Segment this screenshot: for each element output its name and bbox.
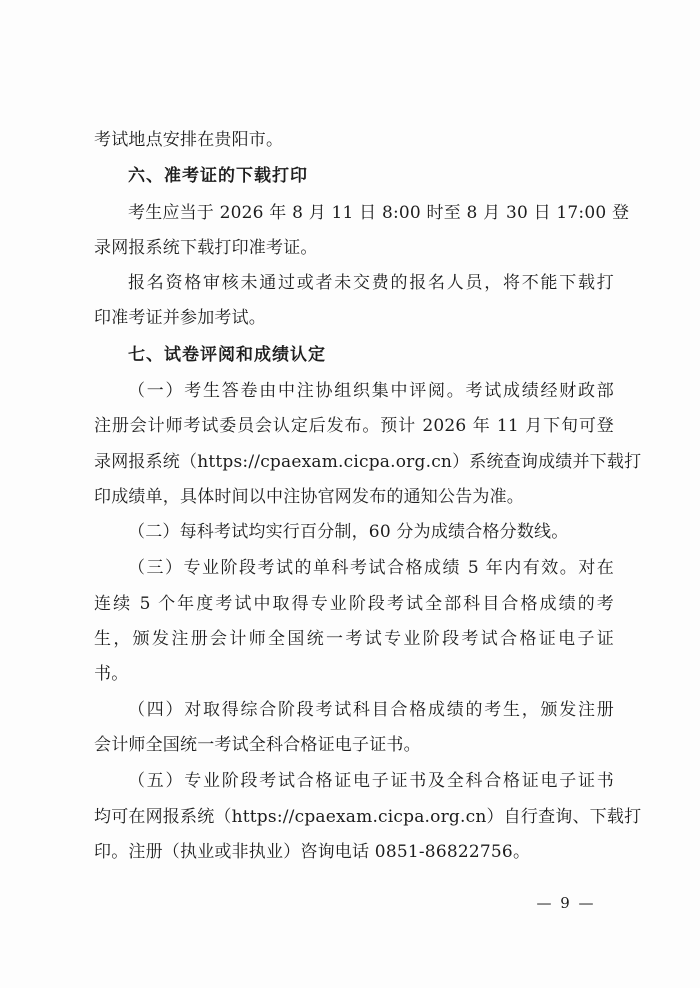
text-line: 会计师全国统一考试全科合格证电子证书。 [94, 735, 421, 755]
text-line: 报名资格审核未通过或者未交费的报名人员，将不能下载打 [128, 273, 614, 293]
text-line: （五）专业阶段考试合格证电子证书及全科合格证电子证书 [128, 771, 614, 791]
text-line: 印成绩单，具体时间以中注协官网发布的通知公告为准。 [94, 487, 524, 507]
text-line: 书。 [94, 664, 129, 684]
text-line: 录网报系统（https://cpaexam.cicpa.org.cn）系统查询成绩并下载打 [94, 452, 642, 472]
text-line: （二）每科考试均实行百分制，60 分为成绩合格分数线。 [128, 522, 569, 542]
text-line: 录网报系统下载打印准考证。 [94, 238, 318, 258]
section-heading-6: 六、准考证的下载打印 [128, 166, 308, 186]
text-line: 生，颁发注册会计师全国统一考试专业阶段考试合格证电子证 [94, 629, 614, 649]
text-line: （四）对取得综合阶段考试科目合格成绩的考生，颁发注册 [128, 700, 614, 720]
page-number: — 9 — [536, 894, 596, 912]
text-line: 考试地点安排在贵阳市。 [94, 130, 284, 150]
text-line: （三）专业阶段考试的单科考试合格成绩 5 年内有效。对在 [128, 558, 614, 578]
text-line: 注册会计师考试委员会认定后发布。预计 2026 年 11 月下旬可登 [94, 416, 614, 436]
text-line: 考生应当于 2026 年 8 月 11 日 8:00 时至 8 月 30 日 17:00 登 [128, 203, 630, 223]
section-heading-7: 七、试卷评阅和成绩认定 [128, 345, 326, 365]
text-line: 连续 5 个年度考试中取得专业阶段考试全部科目合格成绩的考 [94, 594, 614, 614]
text-line: （一）考生答卷由中注协组织集中评阅。考试成绩经财政部 [128, 381, 614, 401]
text-line: 印。注册（执业或非执业）咨询电话 0851-86822756。 [94, 842, 531, 862]
text-line: 印准考证并参加考试。 [94, 308, 266, 328]
text-line: 均可在网报系统（https://cpaexam.cicpa.org.cn）自行查询、下载打 [94, 807, 642, 827]
